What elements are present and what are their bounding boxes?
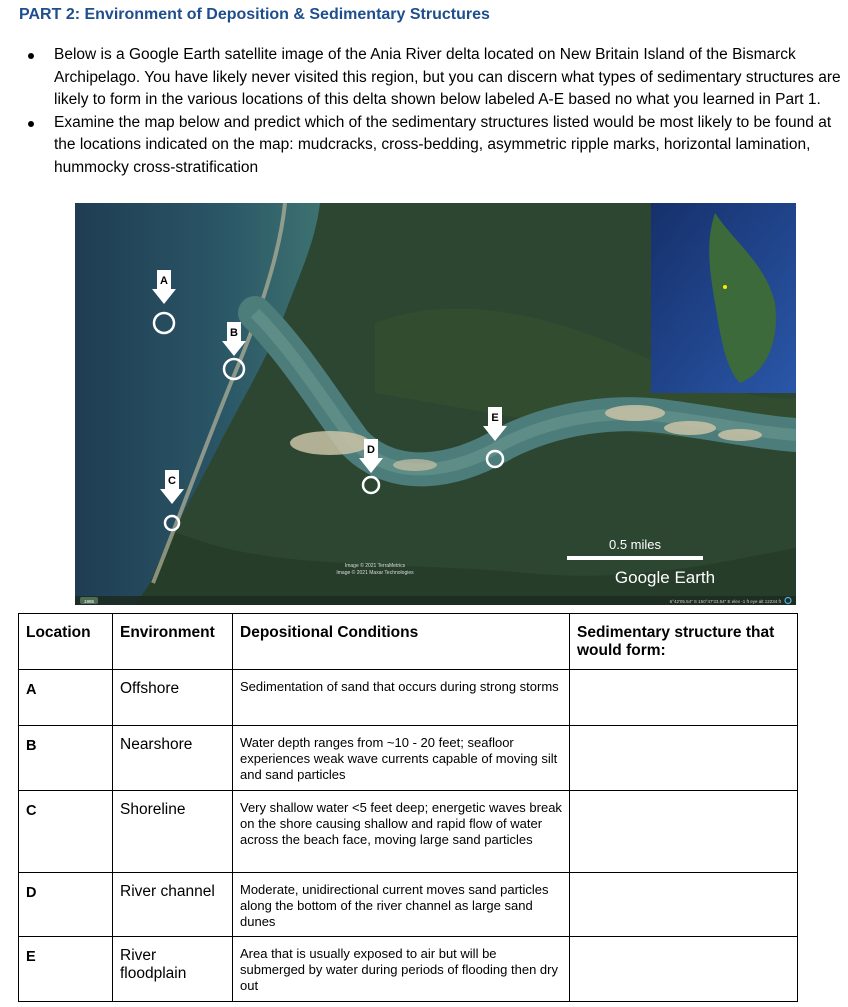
environment-cell: Shoreline	[113, 791, 233, 873]
table-header-row	[19, 614, 798, 670]
google-earth-logo: Google Earth	[614, 568, 716, 587]
conditions-cell: Moderate, unidirectional current moves sand particles along the bottom of the river channel as large sand dunes	[233, 873, 570, 937]
instruction-text: Examine the map below and predict which of the sedimentary structures listed would be most likely to be found at the locations indicated on the map: mudcracks, cross-bedding, asymmetric ripple marks, horizontal lamination, hummocky cross-stratification	[54, 113, 832, 176]
satellite-map-image	[75, 203, 796, 605]
environment-cell: River floodplain	[113, 937, 233, 1002]
header-location: Location	[19, 614, 113, 670]
structure-answer-cell[interactable]	[570, 726, 798, 791]
location-cell: B	[19, 726, 113, 791]
bullet-dot-icon	[28, 121, 34, 127]
depositional-table	[18, 613, 798, 1002]
scale-bar	[567, 556, 703, 560]
marker-label: C	[168, 475, 176, 487]
conditions-cell: Area that is usually exposed to air but will be submerged by water during periods of flooding then dry out	[233, 937, 570, 1002]
table-row	[19, 873, 798, 937]
marker-label: A	[160, 275, 168, 287]
environment-cell: River channel	[113, 873, 233, 937]
marker-label: D	[367, 444, 375, 456]
location-cell: C	[19, 791, 113, 873]
instruction-bullet	[22, 112, 842, 180]
location-cell: D	[19, 873, 113, 937]
marker-label: B	[230, 327, 238, 339]
header-conditions: Depositional Conditions	[233, 614, 570, 670]
structure-answer-cell[interactable]	[570, 791, 798, 873]
instructions-list	[22, 44, 842, 180]
header-structure: Sedimentary structure that would form:	[570, 614, 798, 670]
conditions-cell: Sedimentation of sand that occurs during strong storms	[233, 670, 570, 726]
page-title: PART 2: Environment of Deposition & Sedimentary Structures	[19, 6, 490, 23]
table-row	[19, 937, 798, 1002]
year-text: 1985	[83, 599, 95, 604]
attribution-text: Image © 2021 TerraMetrics	[344, 563, 406, 569]
scale-label: 0.5 miles	[608, 537, 662, 552]
environment-cell: Nearshore	[113, 726, 233, 791]
conditions-cell: Water depth ranges from ~10 - 20 feet; seafloor experiences weak wave currents capable of moving silt and sand particles	[233, 726, 570, 791]
coordinates-text: 6°42'05.54" S 150°47'33.54" E elev -1 ft eye alt 12234 ft	[669, 599, 781, 604]
header-environment: Environment	[113, 614, 233, 670]
attribution-text: Image © 2021 Maxar Technologies	[336, 570, 414, 576]
table-row	[19, 791, 798, 873]
instruction-bullet	[22, 44, 842, 112]
environment-cell: Offshore	[113, 670, 233, 726]
structure-answer-cell[interactable]	[570, 670, 798, 726]
instruction-text: Below is a Google Earth satellite image of the Ania River delta located on New Britain Island of the Bismarck Archipelago. You have likely never visited this region, but you can discern what types of sedimentary structures are likely to form in the various locations of this delta shown below labeled A-E based no what you learned in Part 1.	[54, 46, 841, 109]
structure-answer-cell[interactable]	[570, 873, 798, 937]
conditions-cell: Very shallow water <5 feet deep; energetic waves break on the shore causing shallow and rapid flow of water across the beach face, moving large sand particles	[233, 791, 570, 873]
structure-answer-cell[interactable]	[570, 937, 798, 1002]
table-row	[19, 670, 798, 726]
bullet-dot-icon	[28, 53, 34, 59]
location-cell: A	[19, 670, 113, 726]
satellite-map	[75, 203, 796, 605]
marker-label: E	[491, 412, 499, 424]
table-row	[19, 726, 798, 791]
location-cell: E	[19, 937, 113, 1002]
